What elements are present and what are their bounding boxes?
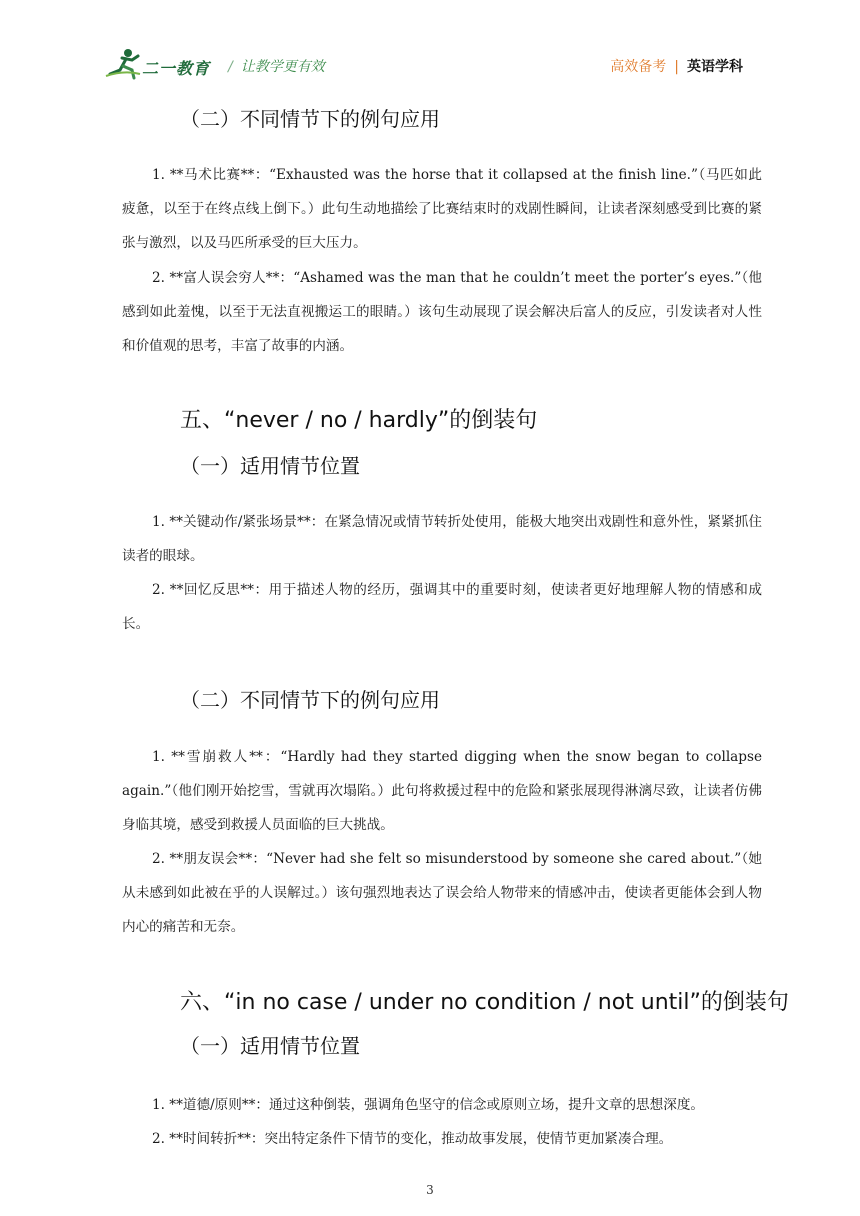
paragraph: 2. **时间转折**：突出特定条件下情节的变化，推动故事发展，使情节更加紧凑合理。	[152, 1131, 673, 1147]
paragraph: 1. **雪崩救人**：“Hardly had they started digging when the snow began to collapse again.”（他们刚开始挖雪，雪就再次塌陷。）此句将救援过程中的危险和紧张展现得淋漓尽致，让读者仿佛身临其境，感受到救援人员面临的巨大挑战。	[122, 749, 762, 833]
slogan-slash: /	[228, 59, 233, 75]
section-title: 五、“never / no / hardly”的倒装句	[180, 408, 538, 433]
brand-name: 二一教育	[142, 59, 211, 78]
page-header	[0, 0, 860, 90]
paragraph: 1. **道德/原则**：通过这种倒装，强调角色坚守的信念或原则立场，提升文章的思想深度。	[152, 1097, 705, 1113]
section-heading: （二）不同情节下的例句应用	[180, 688, 440, 712]
header-subject-label: 英语学科	[687, 59, 743, 75]
header-prep-label: 高效备考	[610, 59, 667, 75]
paragraph: 1. **马术比赛**：“Exhausted was the horse that it collapsed at the finish line.”（马匹如此疲惫，以至于在终点线上倒下。）此句生动地描绘了比赛结束时的戏剧性瞬间，让读者深刻感受到比赛的紧张与激烈，以及马匹所承受的巨大压力。	[122, 167, 762, 251]
paragraph: 2. **回忆反思**：用于描述人物的经历，强调其中的重要时刻，使读者更好地理解人物的情感和成长。	[122, 582, 762, 632]
paragraph: 1. **关键动作/紧张场景**：在紧急情况或情节转折处使用，能极大地突出戏剧性和意外性，紧紧抓住读者的眼球。	[122, 514, 762, 564]
slogan	[228, 56, 325, 76]
section-title: 六、“in no case / under no condition / not until”的倒装句	[180, 990, 789, 1015]
section-heading: （二）不同情节下的例句应用	[180, 107, 440, 131]
header-separator: |	[674, 59, 679, 75]
slogan-text: 让教学更有效	[240, 59, 325, 75]
paragraph: 2. **朋友误会**：“Never had she felt so misunderstood by someone she cared about.”（她从未感到如此被在乎的人误解过。）该句强烈地表达了误会给人物带来的情感冲击，使读者更能体会到人物内心的痛苦和无奈。	[122, 851, 762, 935]
section-heading: （一）适用情节位置	[180, 454, 360, 478]
page-number: 3	[426, 1183, 434, 1197]
header-subject	[610, 56, 743, 76]
paragraph: 2. **富人误会穷人**：“Ashamed was the man that he couldn’t meet the porter’s eyes.”（他感到如此羞愧，以至于无法直视搬运工的眼睛。）该句生动展现了误会解决后富人的反应，引发读者对人性和价值观的思考，丰富了故事的内涵。	[122, 270, 762, 354]
section-heading: （一）适用情节位置	[180, 1034, 360, 1058]
